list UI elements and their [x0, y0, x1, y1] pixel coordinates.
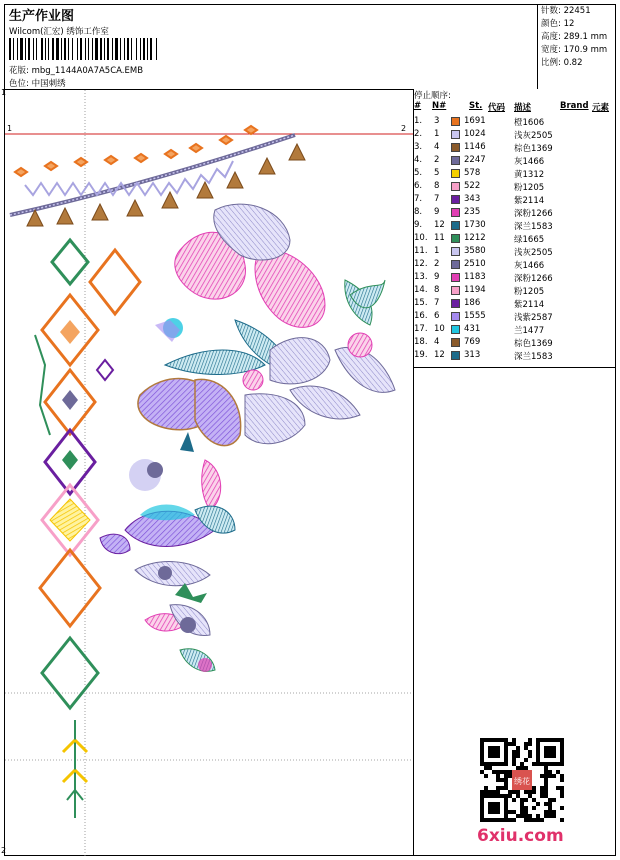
stop-row	[414, 336, 615, 349]
color-swatch	[451, 130, 460, 139]
needle-number: 5	[434, 168, 440, 178]
stop-index: 3.	[414, 142, 423, 152]
stop-index: 18.	[414, 337, 428, 347]
stop-index: 14.	[414, 285, 428, 295]
thread-description: 紫2114	[514, 300, 545, 310]
stop-row	[414, 258, 615, 271]
color-swatch	[451, 234, 460, 243]
color-swatch	[451, 247, 460, 256]
stop-row	[414, 180, 615, 193]
thread-description: 浅灰2505	[514, 248, 553, 258]
thread-description: 灰1466	[514, 261, 545, 271]
stop-index: 16.	[414, 311, 428, 321]
pattern-label: 花版:	[9, 66, 29, 76]
stop-index: 9.	[414, 220, 423, 230]
stop-row	[414, 349, 615, 362]
thread-description: 棕色1369	[514, 144, 553, 154]
needle-number: 2	[434, 155, 440, 165]
thread-description: 黄1312	[514, 170, 545, 180]
color-swatch	[451, 325, 460, 334]
stop-index: 7.	[414, 194, 423, 204]
stop-row	[414, 128, 615, 141]
svg-text:绣花: 绣花	[514, 777, 530, 786]
stitch-count: 1730	[464, 220, 486, 230]
color-swatch	[451, 208, 460, 217]
stat-colors: 颜色: 12	[541, 19, 575, 29]
pattern-filename: mbg_1144A0A7A5CA.EMB	[31, 66, 144, 76]
stitch-count: 1555	[464, 311, 486, 321]
needle-number: 2	[434, 259, 440, 269]
col-header-stitches: St.	[469, 101, 483, 111]
stop-panel-divider	[414, 367, 615, 368]
thread-description: 浅紫2587	[514, 313, 553, 323]
thread-description: 粉1205	[514, 183, 545, 193]
thread-description: 橙1606	[514, 118, 545, 128]
thread-description: 深粉1266	[514, 274, 553, 284]
stop-sequence-title: 停止顺序:	[414, 91, 451, 101]
stop-row	[414, 141, 615, 154]
stitch-count: 343	[464, 194, 481, 204]
needle-number: 6	[434, 311, 440, 321]
header-divider	[537, 5, 538, 89]
thread-description: 棕色1369	[514, 339, 553, 349]
stop-row	[414, 284, 615, 297]
stop-index: 5.	[414, 168, 423, 178]
color-swatch	[451, 117, 460, 126]
barcode	[9, 38, 237, 60]
color-swatch	[451, 195, 460, 204]
thread-description: 深粉1266	[514, 209, 553, 219]
needle-number: 3	[434, 116, 440, 126]
stitch-count: 313	[464, 350, 481, 360]
color-swatch	[451, 286, 460, 295]
color-swatch	[451, 169, 460, 178]
stop-index: 6.	[414, 181, 423, 191]
stitch-count: 1691	[464, 116, 486, 126]
stat-width: 宽度: 170.9 mm	[541, 45, 608, 55]
needle-number: 7	[434, 194, 440, 204]
thread-description: 深兰1583	[514, 222, 553, 232]
stop-row	[414, 271, 615, 284]
stop-row	[414, 219, 615, 232]
needle-number: 11	[434, 233, 445, 243]
stitch-count: 2510	[464, 259, 486, 269]
stop-index: 15.	[414, 298, 428, 308]
stat-scale: 比例: 0.82	[541, 58, 583, 68]
stop-row	[414, 310, 615, 323]
color-swatch	[451, 338, 460, 347]
stitch-count: 1146	[464, 142, 486, 152]
page-title: 生产作业图	[9, 9, 75, 24]
embroidery-preview	[5, 90, 413, 856]
col-header-desc: 描述	[514, 103, 532, 113]
colorway-label: 色位:	[9, 79, 29, 89]
thread-description: 深兰1583	[514, 352, 553, 362]
stop-index: 12.	[414, 259, 428, 269]
color-swatch	[451, 260, 460, 269]
stop-row	[414, 232, 615, 245]
stop-index: 13.	[414, 272, 428, 282]
qr-code	[480, 738, 564, 822]
stop-row	[414, 115, 615, 128]
stop-index: 11.	[414, 246, 428, 256]
col-header-num: #	[414, 101, 422, 111]
col-header-brand: Brand	[560, 101, 589, 111]
color-swatch	[451, 182, 460, 191]
color-swatch	[451, 156, 460, 165]
needle-number: 1	[434, 246, 440, 256]
studio-name: Wilcom(汇宏) 绣饰工作室	[9, 27, 109, 37]
thread-description: 粉1205	[514, 287, 545, 297]
thread-description: 浅灰2505	[514, 131, 553, 141]
col-header-element: 元素	[592, 103, 610, 113]
color-swatch	[451, 221, 460, 230]
stop-row	[414, 297, 615, 310]
ruler-marker-left: 1	[7, 124, 13, 133]
stitch-count: 235	[464, 207, 481, 217]
needle-number: 8	[434, 181, 440, 191]
stitch-count: 1024	[464, 129, 486, 139]
stitch-count: 578	[464, 168, 481, 178]
stop-index: 8.	[414, 207, 423, 217]
colorway-value: 中国刺绣	[31, 79, 66, 89]
needle-number: 12	[434, 350, 445, 360]
header-info	[5, 5, 537, 89]
color-swatch	[451, 312, 460, 321]
stat-height: 高度: 289.1 mm	[541, 32, 608, 42]
stitch-count: 2247	[464, 155, 486, 165]
stop-row	[414, 167, 615, 180]
stop-row	[414, 245, 615, 258]
stitch-count: 1212	[464, 233, 486, 243]
needle-number: 4	[434, 142, 440, 152]
watermark-logo: 6xiu.com	[477, 826, 564, 846]
color-swatch	[451, 299, 460, 308]
ruler-top-left: 1	[1, 88, 7, 97]
colorway-line	[9, 77, 66, 89]
design-canvas	[1, 88, 414, 856]
stitch-count: 522	[464, 181, 481, 191]
thread-description: 兰1477	[514, 326, 545, 336]
ruler-bottom-left: 2	[1, 846, 7, 855]
needle-number: 1	[434, 129, 440, 139]
color-swatch	[451, 351, 460, 360]
stop-row	[414, 154, 615, 167]
stitch-count: 3580	[464, 246, 486, 256]
stop-index: 17.	[414, 324, 428, 334]
stat-stitches: 针数: 22451	[541, 6, 591, 16]
pattern-line	[9, 64, 143, 76]
stitch-count: 1194	[464, 285, 486, 295]
stop-index: 1.	[414, 116, 423, 126]
col-header-needle: N#	[432, 101, 447, 111]
color-swatch	[451, 143, 460, 152]
needle-number: 12	[434, 220, 445, 230]
thread-description: 紫2114	[514, 196, 545, 206]
ruler-marker-right: 2	[401, 124, 407, 133]
stitch-count: 431	[464, 324, 481, 334]
needle-number: 9	[434, 272, 440, 282]
stitch-count: 769	[464, 337, 481, 347]
stitch-count: 186	[464, 298, 481, 308]
stop-row	[414, 323, 615, 336]
thread-description: 灰1466	[514, 157, 545, 167]
color-swatch	[451, 273, 460, 282]
stop-row	[414, 193, 615, 206]
needle-number: 4	[434, 337, 440, 347]
needle-number: 7	[434, 298, 440, 308]
stats-panel	[541, 5, 615, 70]
stop-row	[414, 206, 615, 219]
stop-index: 19.	[414, 350, 428, 360]
stop-index: 2.	[414, 129, 423, 139]
needle-number: 10	[434, 324, 445, 334]
needle-number: 9	[434, 207, 440, 217]
stitch-count: 1183	[464, 272, 486, 282]
col-header-code: 代码	[488, 103, 506, 113]
needle-number: 8	[434, 285, 440, 295]
stop-index: 4.	[414, 155, 423, 165]
stop-index: 10.	[414, 233, 428, 243]
thread-description: 绿1665	[514, 235, 545, 245]
